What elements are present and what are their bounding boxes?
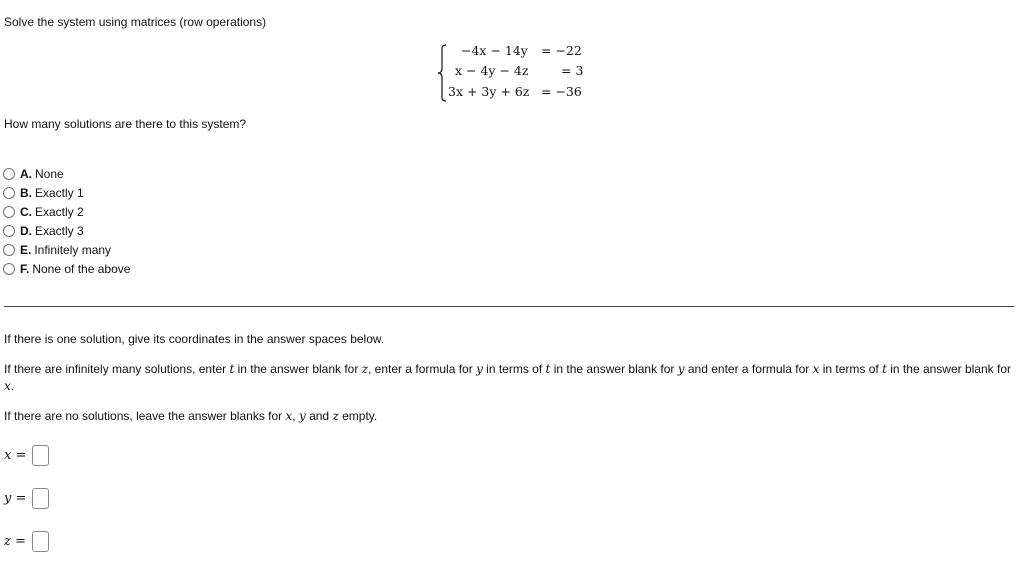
math-variable: z [4,533,11,549]
answer-label-x [4,448,32,463]
text-segment: . [10,379,15,393]
text-segment: If there are no solutions, leave the answer blanks for [4,409,286,423]
answer-input-x[interactable] [32,445,49,466]
equation-2-left: x − 4y − 4z [455,63,529,78]
option-letter: A. [20,166,32,181]
option-f[interactable] [3,259,130,278]
option-letter: E. [20,242,32,257]
math-variable: x [812,362,820,376]
radio-button[interactable] [3,168,15,180]
equals-sign: = [10,533,26,549]
math-variable: x [4,379,11,393]
option-text: Exactly 3 [35,223,84,238]
answer-row-y [4,486,49,510]
equation-row-2 [437,63,597,83]
equals-sign: = [11,447,27,463]
option-d[interactable] [3,221,130,240]
text-segment: , enter a formula for [368,362,477,376]
answer-label-z [4,534,32,549]
option-e[interactable] [3,240,130,259]
option-a[interactable] [3,164,130,183]
text-segment: and [305,409,333,423]
text-segment: and enter a formula for [684,362,813,376]
option-text: None [35,166,64,181]
answer-label-y [4,491,32,506]
answer-options [3,164,130,278]
option-c[interactable] [3,202,130,221]
radio-button[interactable] [3,263,15,275]
text-segment: in the answer blank for [886,362,1011,376]
option-letter: B. [20,185,32,200]
equals-sign: = [11,490,27,506]
text-segment: empty. [338,409,378,423]
instruction-infinite-solutions [4,361,1014,395]
text-segment: If there are infinitely many solutions, enter [4,362,230,376]
text-segment: , [292,409,299,423]
option-letter: F. [20,261,30,276]
equation-system [437,43,597,105]
answer-input-z[interactable] [32,531,49,552]
radio-button[interactable] [3,244,15,256]
math-variable: t [229,362,235,376]
option-letter: D. [20,223,32,238]
option-letter: C. [20,204,32,219]
section-divider [4,306,1014,307]
option-text: None of the above [32,261,131,276]
answer-row-x [4,443,49,467]
option-text: Exactly 2 [35,204,84,219]
equation-row-1 [437,43,597,63]
text-segment: in terms of [819,362,883,376]
answer-input-y[interactable] [32,488,49,509]
option-text: Exactly 1 [35,185,84,200]
math-variable: z [332,409,339,423]
math-variable: y [4,490,12,506]
equation-row-3 [437,84,597,104]
instruction-no-solutions [4,408,1014,425]
math-variable: t [545,362,551,376]
problem-prompt: Solve the system using matrices (row operations) [4,15,267,29]
radio-button[interactable] [3,206,15,218]
math-variable: y [298,409,306,423]
radio-button[interactable] [3,225,15,237]
equation-3-right: = −36 [541,84,582,99]
equation-1-right: = −22 [541,43,582,58]
answer-row-z [4,529,49,553]
question-text: How many solutions are there to this system? [4,117,247,131]
math-variable: z [361,362,369,376]
text-segment: in the answer blank for [550,362,678,376]
radio-button[interactable] [3,187,15,199]
math-variable: y [476,362,483,376]
equation-2-right: = 3 [561,63,584,78]
math-variable: x [285,409,293,423]
math-variable: y [677,362,685,376]
option-b[interactable] [3,183,130,202]
math-variable: t [882,362,887,376]
math-variable: x [4,447,12,463]
text-segment: in terms of [482,362,546,376]
equation-1-left: −4x − 14y [461,43,528,58]
option-text: Infinitely many [34,242,112,257]
equation-3-left: 3x + 3y + 6z [448,84,530,99]
instruction-one-solution: If there is one solution, give its coordinates in the answer spaces below. [4,332,385,346]
text-segment: in the answer blank for [234,362,362,376]
